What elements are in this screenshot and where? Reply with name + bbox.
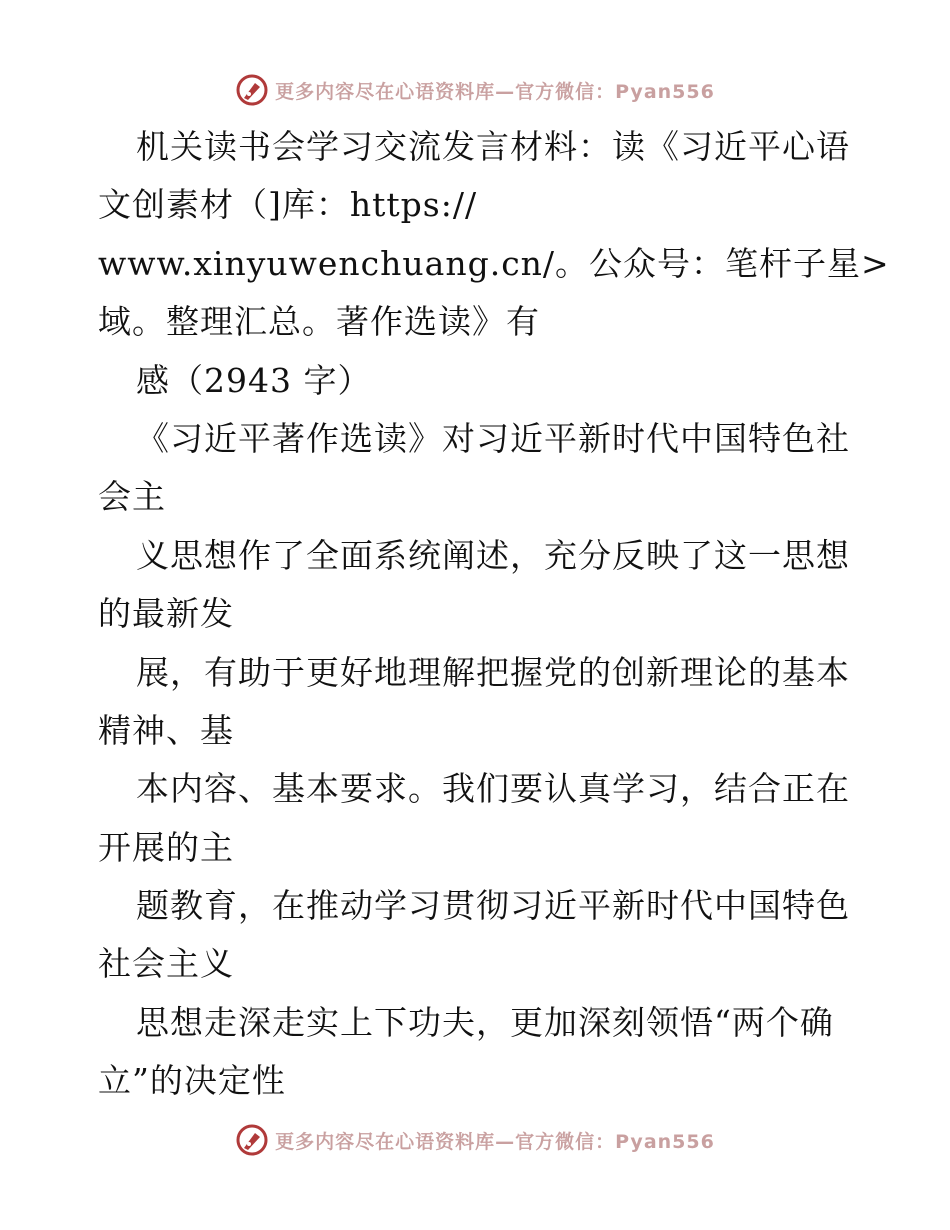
- banner-text: 更多内容尽在心语资料库—官方微信：Pyan556: [275, 1130, 715, 1153]
- banner-text: 更多内容尽在心语资料库—官方微信：Pyan556: [275, 80, 715, 103]
- text-line: 义思想作了全面系统阐述，充分反映了这一思想: [136, 535, 850, 575]
- text-line: 展，有助于更好地理解把握党的创新理论的基本: [136, 652, 850, 692]
- text-line: 本内容、基本要求。我们要认真学习，结合正在: [136, 769, 850, 809]
- text-line: 域。整理汇总。著作选读》有: [98, 302, 540, 342]
- text-line: www.xinyuwenchuang.cn/。公众号：笔杆子星>: [98, 243, 890, 283]
- text-line: 《习近平著作选读》对习近平新时代中国特色社: [136, 418, 850, 458]
- text-line: 开展的主: [98, 827, 234, 867]
- text-line: 题教育，在推动学习贯彻习近平新时代中国特色: [136, 886, 850, 926]
- text-line: 机关读书会学习交流发言材料：读《习近平心语: [136, 127, 850, 166]
- pen-nib-circle-icon: [235, 1123, 269, 1157]
- text-line: 的最新发: [98, 594, 234, 634]
- text-line: 文创素材（]库：https://: [98, 185, 478, 225]
- header-watermark-banner: [0, 70, 950, 110]
- text-line: 思想走深走实上下功夫，更加深刻领悟“两个确: [136, 1002, 834, 1042]
- text-line: 感（2943 字）: [136, 360, 372, 400]
- document-body: [98, 118, 890, 1111]
- footer-watermark-banner: [0, 1120, 950, 1160]
- text-line: 社会主义: [98, 944, 234, 984]
- text-line: 精神、基: [98, 710, 234, 750]
- pen-nib-circle-icon: [235, 73, 269, 107]
- text-line: 立”的决定性: [98, 1061, 286, 1101]
- text-line: 会主: [98, 477, 166, 517]
